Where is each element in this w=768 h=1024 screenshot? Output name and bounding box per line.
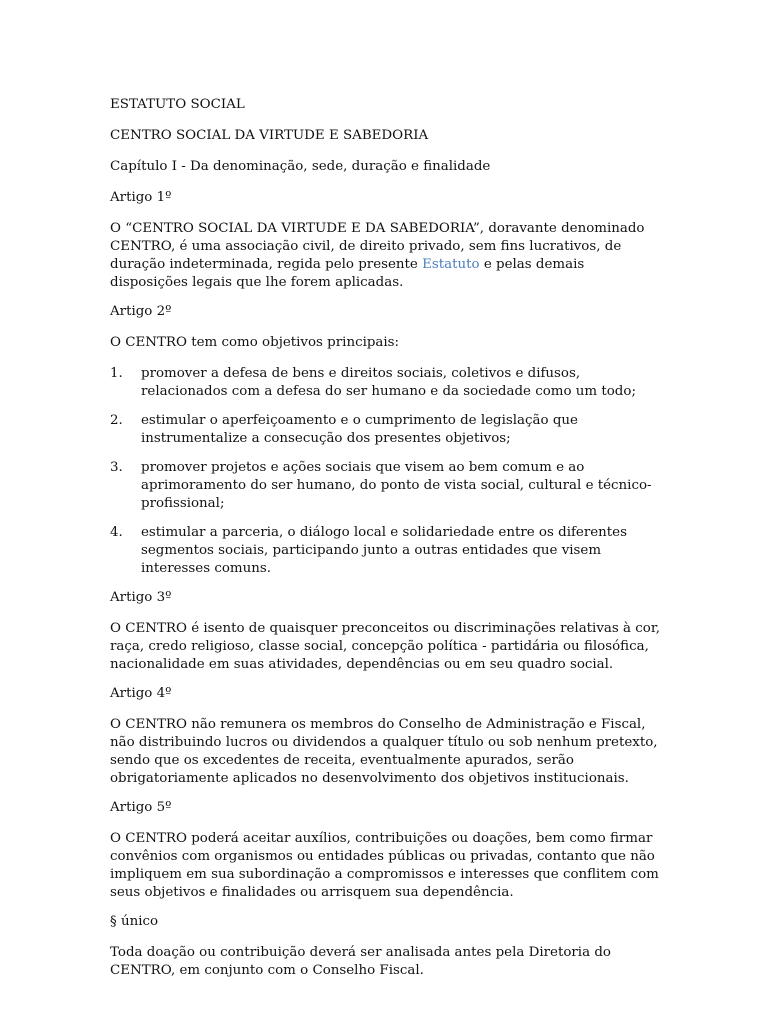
article-1-heading: Artigo 1º [110, 190, 172, 205]
article-1-text [110, 220, 662, 292]
paragraph-unico-text: Toda doação ou contribuição deverá ser analisada antes pela Diretoria do CENTRO, em conjunto com o Conselho Fiscal. [110, 945, 611, 978]
article-4-text: O CENTRO não remunera os membros do Conselho de Administração e Fiscal, não distribuindo lucros ou dividendos a qualquer título ou sob nenhum pretexto, sendo que os excedentes de receita, eventualmente apurados, serão obrigatoriamente aplicados no desenvolvimento dos objetivos institucionais. [110, 717, 658, 786]
article-5-heading: Artigo 5º [110, 800, 172, 815]
article-2-heading: Artigo 2º [110, 304, 172, 319]
list-item [110, 459, 662, 513]
list-item-number: 1. [110, 366, 123, 381]
article-3-heading: Artigo 3º [110, 590, 172, 605]
article-2-intro: O CENTRO tem como objetivos principais: [110, 335, 400, 350]
chapter-heading: Capítulo I - Da denominação, sede, duração e finalidade [110, 159, 491, 174]
list-item-number: 4. [110, 525, 123, 540]
list-item [110, 365, 662, 401]
article-4-heading: Artigo 4º [110, 686, 172, 701]
list-item-text: promover a defesa de bens e direitos sociais, coletivos e difusos, relacionados com a defesa do ser humano e da sociedade como um todo; [141, 366, 636, 399]
paragraph-unico-heading: § único [110, 914, 159, 929]
list-item-text: promover projetos e ações sociais que visem ao bem comum e ao aprimoramento do ser humano, do ponto de vista social, cultural e técnico-profissional; [141, 460, 652, 511]
list-item [110, 524, 662, 578]
estatuto-link[interactable]: Estatuto [422, 257, 480, 272]
list-item-text: estimular o aperfeiçoamento e o cumprimento de legislação que instrumentalize a consecução dos presentes objetivos; [141, 413, 578, 446]
list-item-number: 3. [110, 460, 123, 475]
objectives-list [110, 365, 662, 578]
list-item-number: 2. [110, 413, 123, 428]
article-3-text: O CENTRO é isento de quaisquer preconceitos ou discriminações relativas à cor, raça, credo religioso, classe social, concepção política - partidária ou filosófica, nacionalidade em suas atividades, dependências ou em seu quadro social. [110, 621, 661, 672]
document-title: ESTATUTO SOCIAL [110, 97, 245, 112]
organization-name: CENTRO SOCIAL DA VIRTUDE E SABEDORIA [110, 128, 429, 143]
document-page [110, 96, 662, 991]
article-5-text: O CENTRO poderá aceitar auxílios, contribuições ou doações, bem como firmar convênios com organismos ou entidades públicas ou privadas, contanto que não impliquem em sua subordinação a compromissos e interesses que conflitem com seus objetivos e finalidades ou arrisquem sua dependência. [110, 831, 659, 900]
list-item-text: estimular a parceria, o diálogo local e solidariedade entre os diferentes segmentos sociais, participando junto a outras entidades que visem interesses comuns. [141, 525, 627, 576]
article-1-text-start: O “CENTRO SOCIAL DA VIRTUDE E DA SABEDORIA”, doravante denominado CENTRO, é uma associação civil, de direito privado, sem fins lucrativos, de duração indeterminada, regida pelo presente [110, 221, 645, 272]
list-item [110, 412, 662, 448]
article-1-text-end: e pelas demais disposições legais que lhe forem aplicadas. [110, 257, 585, 290]
